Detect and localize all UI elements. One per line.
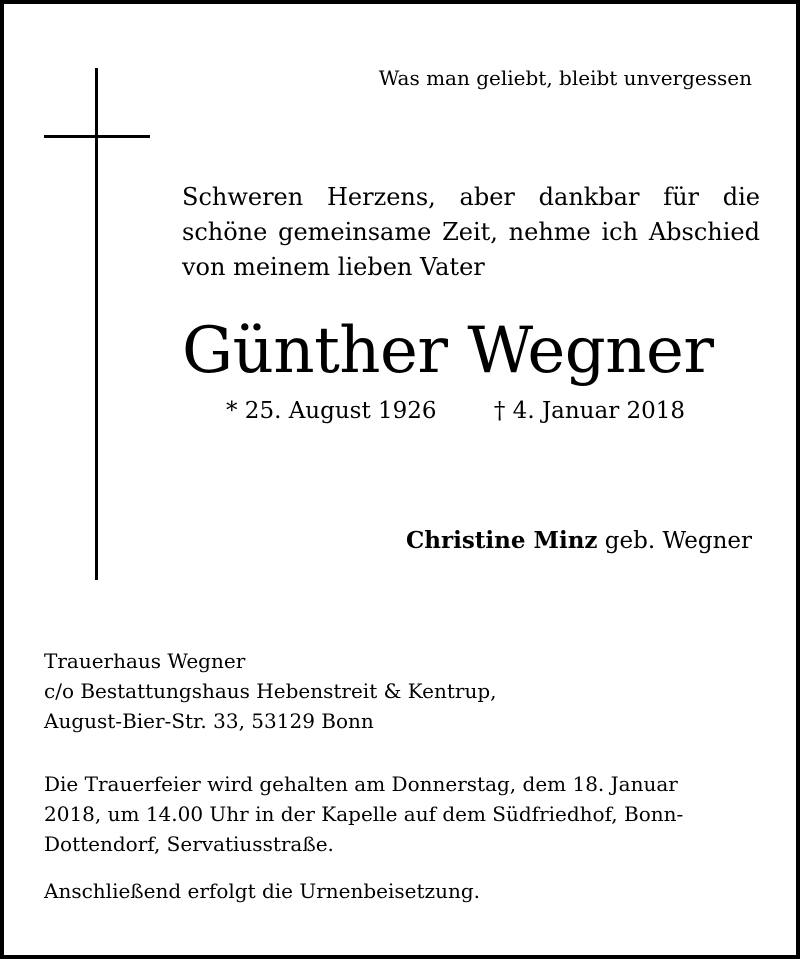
death-date: † 4. Januar 2018 xyxy=(493,398,686,424)
ceremony-info xyxy=(44,769,762,859)
intro-line: Schweren Herzens, aber dankbar für die xyxy=(182,183,760,211)
signer-suffix: geb. Wegner xyxy=(604,528,752,554)
cross-vertical-bar xyxy=(95,68,98,580)
signer-name: Christine Minz xyxy=(405,527,598,554)
address-line: Trauerhaus Wegner xyxy=(44,649,246,673)
cross-horizontal-bar xyxy=(44,135,150,138)
intro-line: von meinem lieben Vater xyxy=(182,253,485,281)
intro-line: schöne gemeinsame Zeit, nehme ich Abschied xyxy=(182,218,760,246)
ceremony-line: 2018, um 14.00 Uhr in der Kapelle auf dem Südfriedhof, Bonn- xyxy=(44,802,684,826)
closing-note: Anschließend erfolgt die Urnenbeisetzung. xyxy=(44,879,481,903)
ceremony-line: Dottendorf, Servatiusstraße. xyxy=(44,832,334,856)
address-line: c/o Bestattungshaus Hebenstreit & Kentrup, xyxy=(44,679,497,703)
mourning-address xyxy=(44,646,762,736)
motto: Was man geliebt, bleibt unvergessen xyxy=(378,66,752,90)
intro-text xyxy=(182,180,760,285)
deceased-name: Günther Wegner xyxy=(182,314,714,388)
signer xyxy=(406,527,752,554)
address-line: August-Bier-Str. 33, 53129 Bonn xyxy=(44,709,374,733)
birth-date: * 25. August 1926 xyxy=(226,398,437,424)
ceremony-line: Die Trauerfeier wird gehalten am Donnerstag, dem 18. Januar xyxy=(44,772,678,796)
life-dates xyxy=(226,398,685,424)
